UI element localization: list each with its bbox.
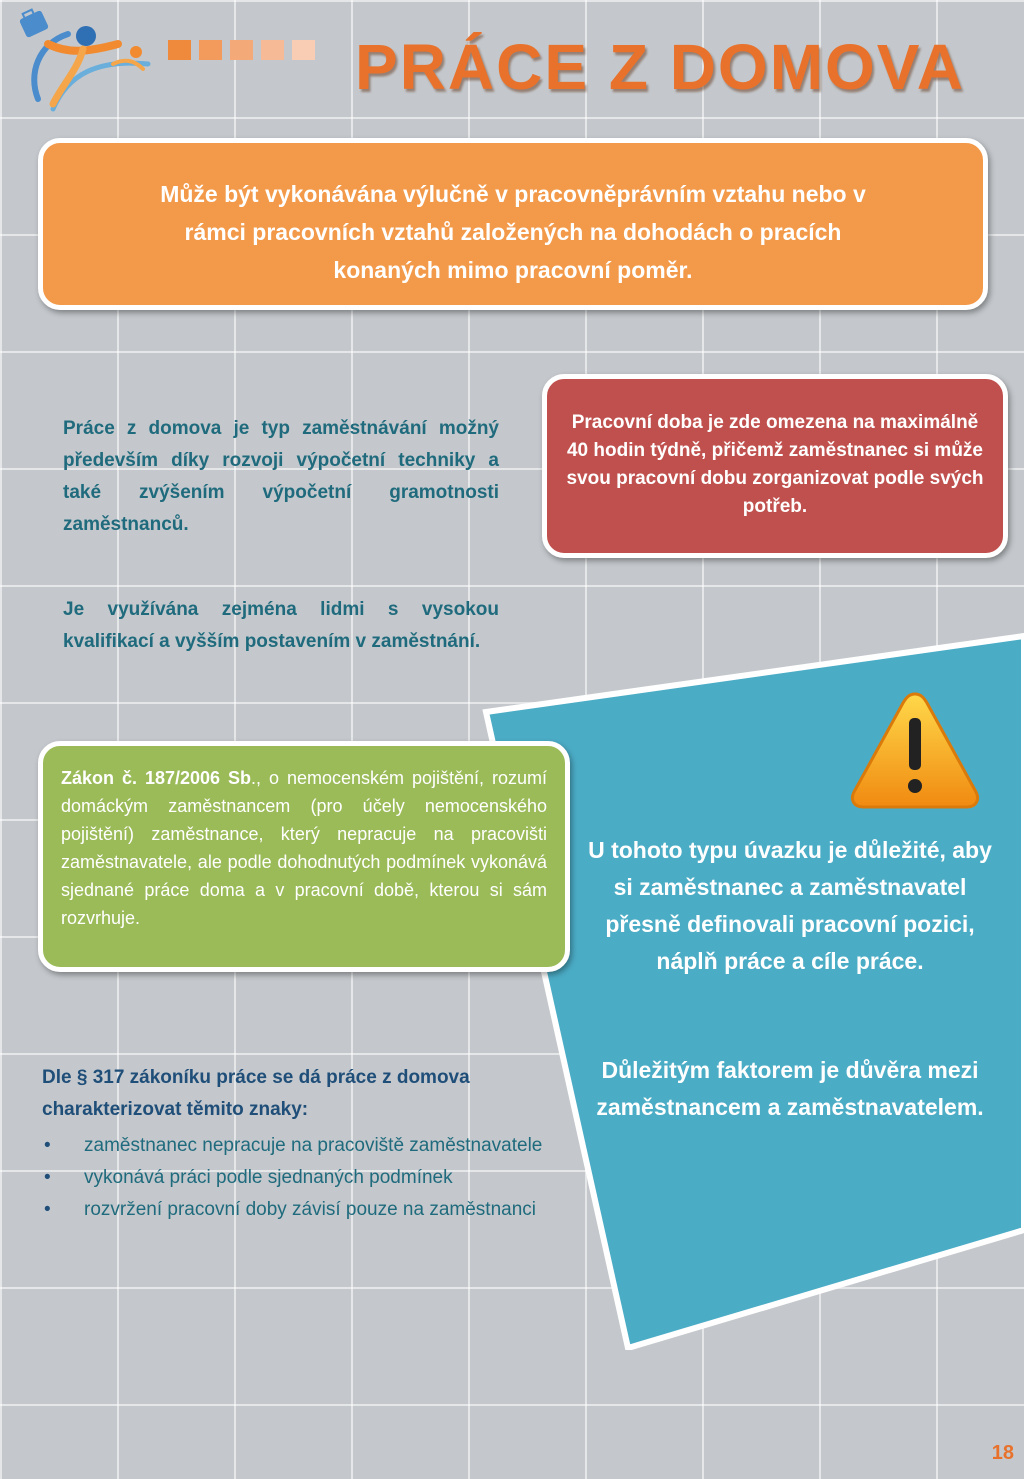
square-3 — [230, 40, 253, 60]
blue-panel-text-1: U tohoto typu úvazku je důležité, aby si zaměstnanec a zaměstnavatel přesně definovali pracovní pozici, náplň práce a cíle práce. — [588, 837, 992, 974]
law-list-heading: Dle § 317 zákoníku práce se dá práce z domova charakterizovat těmito znaky: — [42, 1067, 470, 1120]
warning-icon — [848, 688, 982, 812]
bullet-icon: • — [44, 1199, 51, 1220]
square-2 — [199, 40, 222, 60]
list-item — [42, 1162, 562, 1194]
list-item — [42, 1130, 562, 1162]
red-info-box — [542, 374, 1008, 558]
law-list — [42, 1130, 562, 1226]
list-item-text: vykonává práci podle sjednaných podmínek — [84, 1167, 453, 1188]
law-reference: Zákon č. 187/2006 Sb — [61, 768, 251, 788]
list-item-text: zaměstnanec nepracuje na pracoviště zaměstnavatele — [84, 1135, 543, 1156]
usage-paragraph: Je využívána zejména lidmi s vysokou kvalifikací a vyšším postavením v zaměstnání. — [63, 599, 499, 652]
blue-panel-text-2: Důležitým faktorem je důvěra mezi zaměstnancem a zaměstnavatelem. — [596, 1057, 984, 1120]
red-box-text: Pracovní doba je zde omezena na maximálně 40 hodin týdně, přičemž zaměstnanec si může svou pracovní dobu zorganizovat podle svých potřeb. — [566, 412, 984, 517]
intro-paragraph: Práce z domova je typ zaměstnávání možný především díky rozvoji výpočetní techniky a také zvýšením výpočetní gramotnosti zaměstnanců. — [63, 418, 499, 535]
page-number: 18 — [991, 1442, 1014, 1464]
bullet-icon: • — [44, 1167, 51, 1188]
square-1 — [168, 40, 191, 60]
green-box-text: ., o nemocenském pojištění, rozumí domáckým zaměstnancem (pro účely nemocenského pojištění) zaměstnance, který nepracuje na pracovišti zaměstnavatele, ale podle dohodnutých podmínek vykonává sjednané práce doma a v pracovní době, kterou si sám rozvrhuje. — [61, 768, 547, 928]
decorative-squares — [168, 40, 315, 60]
square-5 — [292, 40, 315, 60]
bullet-icon: • — [44, 1135, 51, 1156]
people-logo-icon — [8, 4, 158, 119]
page-title: PRÁCE Z DOMOVA — [355, 31, 965, 103]
list-item-text: rozvržení pracovní doby závisí pouze na zaměstnanci — [84, 1199, 537, 1220]
list-item — [42, 1194, 562, 1226]
orange-info-box — [38, 138, 988, 310]
orange-box-text: Může být vykonávána výlučně v pracovněprávním vztahu nebo v rámci pracovních vztahů založených na dohodách o pracích konaných mimo pracovní poměr. — [160, 181, 866, 283]
green-info-box — [38, 741, 570, 972]
square-4 — [261, 40, 284, 60]
